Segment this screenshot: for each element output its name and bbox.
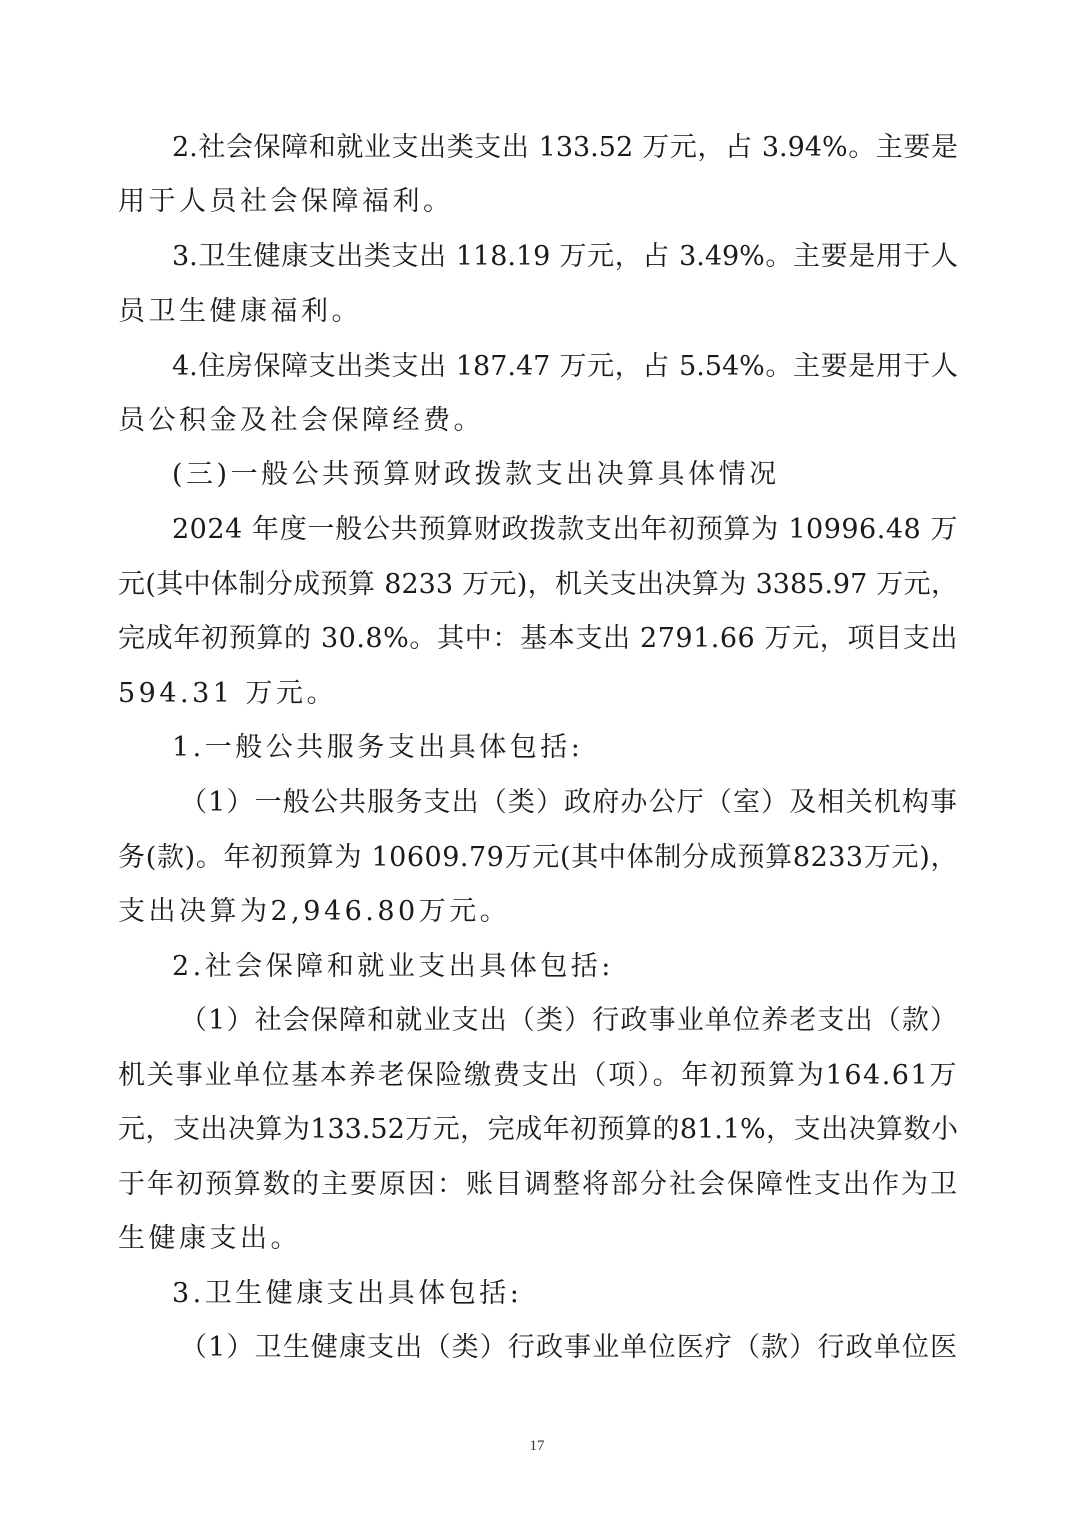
subheading: 3.卫生健康支出具体包括: <box>172 1278 523 1309</box>
paragraph-line: 完成年初预算的 30.8%。其中：基本支出 2791.66 万元，项目支出 <box>118 623 958 654</box>
paragraph-line: 支出决算为2,946.80万元。 <box>118 896 511 927</box>
paragraph-line: 机关事业单位基本养老保险缴费支出（项）。年初预算为164.61万 <box>118 1060 958 1091</box>
paragraph-line: （1）一般公共服务支出（类）政府办公厅（室）及相关机构事 <box>180 787 958 818</box>
paragraph-line: 于年初预算数的主要原因：账目调整将部分社会保障性支出作为卫 <box>118 1169 959 1200</box>
paragraph-line: 594.31 万元。 <box>118 678 338 709</box>
section-heading: (三)一般公共预算财政拨款支出决算具体情况 <box>172 459 780 490</box>
paragraph-line: （1）卫生健康支出（类）行政事业单位医疗（款）行政单位医 <box>180 1332 958 1363</box>
page-number: 17 <box>529 1438 545 1454</box>
paragraph-line: 2024 年度一般公共预算财政拨款支出年初预算为 10996.48 万 <box>172 514 958 545</box>
paragraph-line: 员卫生健康福利。 <box>118 296 362 327</box>
paragraph-line: 用于人员社会保障福利。 <box>118 186 454 217</box>
paragraph-line: 生健康支出。 <box>118 1223 301 1254</box>
paragraph-line: 元，支出决算为133.52万元，完成年初预算的81.1%，支出决算数小 <box>118 1114 958 1145</box>
paragraph-line: 4.住房保障支出类支出 187.47 万元，占 5.54%。主要是用于人 <box>172 351 958 382</box>
paragraph-line: 员公积金及社会保障经费。 <box>118 405 484 436</box>
subheading: 1.一般公共服务支出具体包括: <box>172 732 584 763</box>
paragraph-line: （1）社会保障和就业支出（类）行政事业单位养老支出（款） <box>180 1005 958 1036</box>
paragraph-line: 2.社会保障和就业支出类支出 133.52 万元，占 3.94%。主要是 <box>172 132 958 163</box>
paragraph-line: 元(其中体制分成预算 8233 万元)，机关支出决算为 3385.97 万元， <box>118 569 958 600</box>
paragraph-line: 务(款)。年初预算为 10609.79万元(其中体制分成预算8233万元)， <box>118 842 958 873</box>
subheading: 2.社会保障和就业支出具体包括: <box>172 951 614 982</box>
paragraph-line: 3.卫生健康支出类支出 118.19 万元，占 3.49%。主要是用于人 <box>172 241 958 272</box>
